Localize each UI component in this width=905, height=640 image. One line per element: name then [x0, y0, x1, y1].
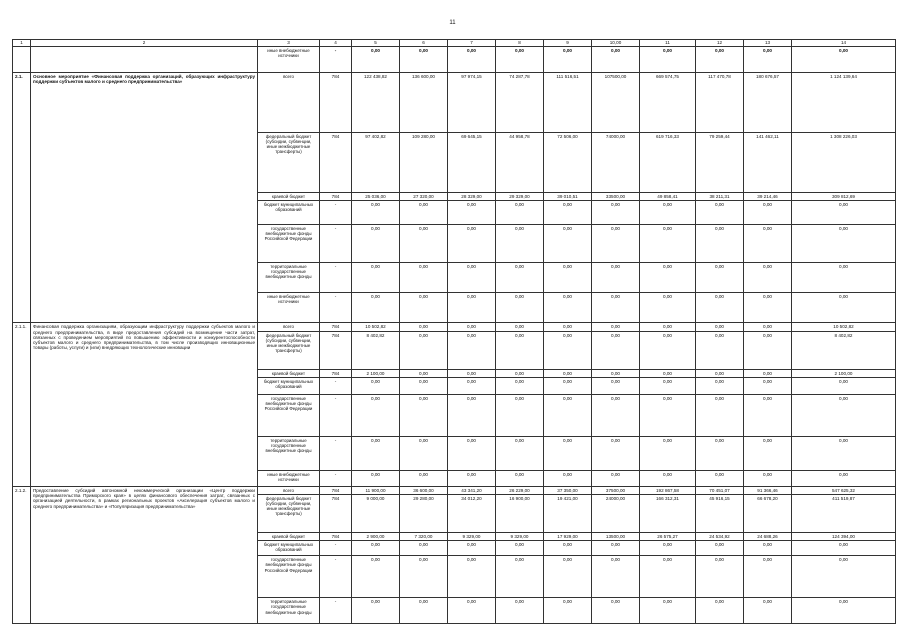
value-col-11: 0,00	[640, 541, 696, 556]
value-col-5: 0,00	[352, 541, 400, 556]
budget-table	[12, 39, 896, 624]
value-col-14: 1 308 226,03	[792, 133, 896, 193]
value-col-10: 0,00	[592, 377, 640, 394]
value-col-5: 0,00	[352, 201, 400, 225]
value-col-7: 0,00	[448, 598, 496, 624]
value-col-13: 91 366,46	[744, 486, 792, 494]
value-col-8: 0,00	[496, 201, 544, 225]
value-col-5: 0,00	[352, 263, 400, 293]
kbk-code: -	[320, 556, 352, 598]
value-col-7: 0,00	[448, 556, 496, 598]
value-col-5: 0,00	[352, 394, 400, 436]
header-cell-10: 10,00	[592, 40, 640, 47]
value-col-8: 0,00	[496, 47, 544, 73]
value-col-14: 124 394,00	[792, 533, 896, 541]
value-col-9: 0,00	[544, 225, 592, 263]
value-col-8: 0,00	[496, 470, 544, 486]
value-col-14: 0,00	[792, 598, 896, 624]
kbk-code: -	[320, 225, 352, 263]
value-col-7: 0,00	[448, 225, 496, 263]
value-col-13: 0,00	[744, 369, 792, 377]
value-col-5: 0,00	[352, 293, 400, 323]
row-description: Финансовая поддержка организациям, образующим инфраструктуру поддержки субъектов малого и среднего предпринимательства, в виде предоставления субсидий на возмещение части затрат, связанных с проведением мероприятий по повышению эффективности и конкурентоспособности субъектов малого и среднего предпринимательства, в том числе производящих инновационные товары (работы, услуги) и (или) внедряющих технологические инновации	[31, 323, 258, 487]
value-col-14: 10 502,82	[792, 323, 896, 331]
funding-source: бюджет муниципальных образований	[258, 541, 320, 556]
value-col-10: 0,00	[592, 331, 640, 369]
kbk-code: -	[320, 470, 352, 486]
value-col-12: 0,00	[696, 436, 744, 470]
value-col-10: 0,00	[592, 470, 640, 486]
value-col-6: 0,00	[400, 470, 448, 486]
value-col-9: 0,00	[544, 377, 592, 394]
row-code: 2.1.1.	[13, 323, 31, 487]
value-col-13: 0,00	[744, 377, 792, 394]
value-col-6: 36 600,00	[400, 486, 448, 494]
kbk-code: -	[320, 263, 352, 293]
value-col-7: 43 341,20	[448, 486, 496, 494]
value-col-6: 27 320,00	[400, 193, 448, 201]
value-col-13: 0,00	[744, 331, 792, 369]
value-col-9: 72 506,00	[544, 133, 592, 193]
funding-source: государственные внебюджетные фонды Российской Федерации	[258, 394, 320, 436]
value-col-10: 74000,00	[592, 133, 640, 193]
funding-source: краевой бюджет	[258, 369, 320, 377]
value-col-7: 69 645,15	[448, 133, 496, 193]
value-col-7: 0,00	[448, 436, 496, 470]
value-col-13: 0,00	[744, 323, 792, 331]
value-col-7: 0,00	[448, 263, 496, 293]
value-col-6: 0,00	[400, 394, 448, 436]
value-col-8: 44 958,78	[496, 133, 544, 193]
value-col-8: 9 329,00	[496, 533, 544, 541]
value-col-7: 0,00	[448, 293, 496, 323]
value-col-9: 0,00	[544, 331, 592, 369]
value-col-10: 24000,00	[592, 495, 640, 533]
value-col-12: 0,00	[696, 323, 744, 331]
value-col-12: 0,00	[696, 47, 744, 73]
table-row	[13, 73, 896, 133]
value-col-9: 0,00	[544, 436, 592, 470]
funding-source: территориальные государственные внебюджетные фонды	[258, 263, 320, 293]
value-col-13: 0,00	[744, 201, 792, 225]
funding-source: государственные внебюджетные фонды Российской Федерации	[258, 225, 320, 263]
value-col-5: 0,00	[352, 377, 400, 394]
header-cell-9: 9	[544, 40, 592, 47]
kbk-code: 784	[320, 331, 352, 369]
value-col-10: 37500,00	[592, 486, 640, 494]
value-col-11: 49 858,41	[640, 193, 696, 201]
value-col-8: 74 287,78	[496, 73, 544, 133]
value-col-13: 0,00	[744, 470, 792, 486]
value-col-9: 111 516,51	[544, 73, 592, 133]
header-cell-7: 7	[448, 40, 496, 47]
value-col-13: 0,00	[744, 293, 792, 323]
value-col-8: 16 900,00	[496, 495, 544, 533]
value-col-6: 0,00	[400, 369, 448, 377]
value-col-14: 8 402,82	[792, 331, 896, 369]
value-col-7: 0,00	[448, 377, 496, 394]
kbk-code: 784	[320, 73, 352, 133]
value-col-12: 24 534,92	[696, 533, 744, 541]
value-col-6: 109 280,00	[400, 133, 448, 193]
value-col-9: 0,00	[544, 293, 592, 323]
header-cell-8: 8	[496, 40, 544, 47]
funding-source: бюджет муниципальных образований	[258, 201, 320, 225]
value-col-5: 11 900,00	[352, 486, 400, 494]
value-col-13: 0,00	[744, 47, 792, 73]
value-col-14: 0,00	[792, 377, 896, 394]
header-cell-6: 6	[400, 40, 448, 47]
funding-source: иные внебюджетные источники	[258, 47, 320, 73]
value-col-8: 0,00	[496, 323, 544, 331]
kbk-code: -	[320, 598, 352, 624]
funding-source: иные внебюджетные источники	[258, 293, 320, 323]
value-col-14: 0,00	[792, 436, 896, 470]
value-col-12: 0,00	[696, 293, 744, 323]
value-col-6: 0,00	[400, 225, 448, 263]
value-col-11: 0,00	[640, 263, 696, 293]
value-col-12: 0,00	[696, 470, 744, 486]
value-col-7: 97 974,15	[448, 73, 496, 133]
value-col-6: 0,00	[400, 293, 448, 323]
value-col-9: 19 421,00	[544, 495, 592, 533]
row-code: 2.1.	[13, 73, 31, 323]
value-col-6: 0,00	[400, 201, 448, 225]
value-col-12: 0,00	[696, 377, 744, 394]
value-col-11: 0,00	[640, 377, 696, 394]
value-col-7: 9 329,00	[448, 533, 496, 541]
value-col-5: 122 438,82	[352, 73, 400, 133]
header-cell-1: 1	[13, 40, 31, 47]
value-col-6: 0,00	[400, 47, 448, 73]
funding-source: территориальные государственные внебюджетные фонды	[258, 436, 320, 470]
value-col-5: 25 036,00	[352, 193, 400, 201]
value-col-6: 0,00	[400, 556, 448, 598]
value-col-11: 619 716,33	[640, 133, 696, 193]
value-col-5: 0,00	[352, 556, 400, 598]
value-col-10: 0,00	[592, 47, 640, 73]
value-col-9: 37 350,00	[544, 486, 592, 494]
value-col-13: 0,00	[744, 556, 792, 598]
value-col-8: 29 329,00	[496, 193, 544, 201]
value-col-14: 309 812,69	[792, 193, 896, 201]
value-col-11: 192 867,58	[640, 486, 696, 494]
value-col-6: 0,00	[400, 436, 448, 470]
value-col-14: 0,00	[792, 541, 896, 556]
value-col-5: 8 402,82	[352, 331, 400, 369]
funding-source: всего	[258, 323, 320, 331]
value-col-7: 0,00	[448, 394, 496, 436]
value-col-11: 0,00	[640, 598, 696, 624]
value-col-8: 0,00	[496, 263, 544, 293]
value-col-11: 166 312,31	[640, 495, 696, 533]
value-col-7: 0,00	[448, 470, 496, 486]
table-row	[13, 486, 896, 494]
value-col-14: 411 519,87	[792, 495, 896, 533]
funding-source: федеральный бюджет (субсидии, субвенции, иные межбюджетные трансферты)	[258, 331, 320, 369]
value-col-11: 669 574,75	[640, 73, 696, 133]
value-col-10: 107500,00	[592, 73, 640, 133]
funding-source: федеральный бюджет (субсидии, субвенции, иные межбюджетные трансферты)	[258, 495, 320, 533]
value-col-8: 0,00	[496, 293, 544, 323]
value-col-8: 0,00	[496, 598, 544, 624]
value-col-10: 0,00	[592, 225, 640, 263]
row-description: Предоставление субсидий автономной некоммерческой организации «Центр поддержки предпринимательства Приморского края» в целях финансового обеспечения затрат, связанных с организацией деятельности, в рамках региональных проектов «Акселерация субъектов малого и среднего предпринимательства» и «Популяризация предпринимательства»	[31, 486, 258, 624]
value-col-8: 0,00	[496, 377, 544, 394]
value-col-6: 7 320,00	[400, 533, 448, 541]
value-col-10: 0,00	[592, 263, 640, 293]
value-col-11: 0,00	[640, 201, 696, 225]
value-col-11: 0,00	[640, 470, 696, 486]
value-col-9: 0,00	[544, 47, 592, 73]
kbk-code: 784	[320, 495, 352, 533]
value-col-13: 39 214,46	[744, 193, 792, 201]
value-col-10: 0,00	[592, 293, 640, 323]
value-col-14: 0,00	[792, 225, 896, 263]
header-row	[13, 40, 896, 47]
value-col-8: 0,00	[496, 394, 544, 436]
value-col-13: 0,00	[744, 541, 792, 556]
kbk-code: -	[320, 377, 352, 394]
table-row	[13, 47, 896, 73]
value-col-9: 0,00	[544, 323, 592, 331]
value-col-12: 0,00	[696, 331, 744, 369]
value-col-14: 0,00	[792, 47, 896, 73]
value-col-5: 97 402,82	[352, 133, 400, 193]
value-col-13: 0,00	[744, 394, 792, 436]
funding-source: территориальные государственные внебюджетные фонды	[258, 598, 320, 624]
value-col-5: 0,00	[352, 598, 400, 624]
value-col-12: 0,00	[696, 201, 744, 225]
value-col-12: 70 451,07	[696, 486, 744, 494]
table-row	[13, 323, 896, 331]
value-col-11: 0,00	[640, 556, 696, 598]
value-col-12: 117 470,78	[696, 73, 744, 133]
value-col-8: 0,00	[496, 436, 544, 470]
value-col-9: 0,00	[544, 263, 592, 293]
value-col-6: 0,00	[400, 598, 448, 624]
header-cell-12: 12	[696, 40, 744, 47]
value-col-7: 0,00	[448, 541, 496, 556]
value-col-6: 0,00	[400, 377, 448, 394]
funding-source: краевой бюджет	[258, 193, 320, 201]
value-col-12: 38 211,31	[696, 193, 744, 201]
value-col-8: 0,00	[496, 556, 544, 598]
value-col-11: 0,00	[640, 225, 696, 263]
value-col-6: 0,00	[400, 541, 448, 556]
value-col-14: 1 124 139,64	[792, 73, 896, 133]
value-col-9: 39 010,51	[544, 193, 592, 201]
value-col-5: 2 900,00	[352, 533, 400, 541]
page-number: 11	[449, 20, 456, 26]
funding-source: бюджет муниципальных образований	[258, 377, 320, 394]
kbk-code: 784	[320, 323, 352, 331]
value-col-14: 0,00	[792, 201, 896, 225]
header-cell-5: 5	[352, 40, 400, 47]
value-col-10: 0,00	[592, 369, 640, 377]
funding-source: федеральный бюджет (субсидии, субвенции, иные межбюджетные трансферты)	[258, 133, 320, 193]
value-col-6: 29 280,00	[400, 495, 448, 533]
value-col-8: 26 229,00	[496, 486, 544, 494]
table-body	[13, 40, 896, 624]
row-code	[13, 47, 31, 73]
value-col-11: 0,00	[640, 369, 696, 377]
row-description: Основное мероприятие «Финансовая поддержка организаций, образующих инфраструктуру поддержки субъектов малого и среднего предпринимательства»	[31, 73, 258, 323]
value-col-10: 0,00	[592, 201, 640, 225]
value-col-9: 17 929,00	[544, 533, 592, 541]
value-col-13: 141 462,11	[744, 133, 792, 193]
value-col-10: 0,00	[592, 394, 640, 436]
kbk-code: 784	[320, 486, 352, 494]
kbk-code: -	[320, 293, 352, 323]
value-col-8: 0,00	[496, 541, 544, 556]
value-col-12: 0,00	[696, 225, 744, 263]
value-col-5: 9 000,00	[352, 495, 400, 533]
funding-source: всего	[258, 486, 320, 494]
kbk-code: 784	[320, 133, 352, 193]
header-cell-14: 14	[792, 40, 896, 47]
value-col-12: 0,00	[696, 598, 744, 624]
value-col-7: 0,00	[448, 201, 496, 225]
value-col-14: 0,00	[792, 556, 896, 598]
value-col-11: 0,00	[640, 394, 696, 436]
value-col-9: 0,00	[544, 541, 592, 556]
value-col-9: 0,00	[544, 556, 592, 598]
kbk-code: -	[320, 394, 352, 436]
value-col-10: 0,00	[592, 323, 640, 331]
value-col-12: 45 916,15	[696, 495, 744, 533]
header-cell-4: 4	[320, 40, 352, 47]
value-col-12: 0,00	[696, 556, 744, 598]
funding-source: государственные внебюджетные фонды Российской Федерации	[258, 556, 320, 598]
funding-source: всего	[258, 73, 320, 133]
value-col-10: 13500,00	[592, 533, 640, 541]
value-col-5: 2 100,00	[352, 369, 400, 377]
value-col-8: 0,00	[496, 225, 544, 263]
value-col-9: 0,00	[544, 369, 592, 377]
header-cell-2: 2	[31, 40, 258, 47]
row-code: 2.1.2.	[13, 486, 31, 624]
value-col-13: 0,00	[744, 436, 792, 470]
value-col-10: 0,00	[592, 598, 640, 624]
value-col-6: 136 600,00	[400, 73, 448, 133]
value-col-9: 0,00	[544, 201, 592, 225]
value-col-11: 0,00	[640, 323, 696, 331]
value-col-8: 0,00	[496, 331, 544, 369]
value-col-6: 0,00	[400, 331, 448, 369]
value-col-13: 66 678,20	[744, 495, 792, 533]
value-col-5: 0,00	[352, 47, 400, 73]
value-col-11: 0,00	[640, 436, 696, 470]
value-col-13: 24 688,26	[744, 533, 792, 541]
value-col-9: 0,00	[544, 394, 592, 436]
kbk-code: 784	[320, 193, 352, 201]
value-col-8: 0,00	[496, 369, 544, 377]
value-col-14: 0,00	[792, 263, 896, 293]
value-col-10: 0,00	[592, 541, 640, 556]
kbk-code: 784	[320, 369, 352, 377]
value-col-5: 10 502,82	[352, 323, 400, 331]
value-col-13: 0,00	[744, 598, 792, 624]
value-col-11: 26 575,27	[640, 533, 696, 541]
header-cell-11: 11	[640, 40, 696, 47]
value-col-7: 34 012,20	[448, 495, 496, 533]
value-col-14: 0,00	[792, 470, 896, 486]
value-col-7: 0,00	[448, 47, 496, 73]
value-col-13: 0,00	[744, 225, 792, 263]
value-col-5: 0,00	[352, 470, 400, 486]
row-description	[31, 47, 258, 73]
kbk-code: 784	[320, 533, 352, 541]
value-col-14: 547 625,32	[792, 486, 896, 494]
value-col-12: 79 259,44	[696, 133, 744, 193]
funding-source: краевой бюджет	[258, 533, 320, 541]
value-col-11: 0,00	[640, 293, 696, 323]
value-col-12: 0,00	[696, 369, 744, 377]
value-col-9: 0,00	[544, 598, 592, 624]
value-col-14: 0,00	[792, 293, 896, 323]
value-col-7: 0,00	[448, 369, 496, 377]
header-cell-13: 13	[744, 40, 792, 47]
header-cell-3: 3	[258, 40, 320, 47]
kbk-code: -	[320, 47, 352, 73]
value-col-10: 33500,00	[592, 193, 640, 201]
funding-source: иные внебюджетные источники	[258, 470, 320, 486]
value-col-12: 0,00	[696, 541, 744, 556]
kbk-code: -	[320, 541, 352, 556]
kbk-code: -	[320, 436, 352, 470]
value-col-13: 180 676,57	[744, 73, 792, 133]
value-col-7: 0,00	[448, 331, 496, 369]
value-col-7: 0,00	[448, 323, 496, 331]
value-col-12: 0,00	[696, 394, 744, 436]
value-col-6: 0,00	[400, 263, 448, 293]
kbk-code: -	[320, 201, 352, 225]
value-col-5: 0,00	[352, 436, 400, 470]
value-col-11: 0,00	[640, 47, 696, 73]
value-col-14: 2 100,00	[792, 369, 896, 377]
value-col-12: 0,00	[696, 263, 744, 293]
value-col-14: 0,00	[792, 394, 896, 436]
value-col-10: 0,00	[592, 436, 640, 470]
value-col-6: 0,00	[400, 323, 448, 331]
value-col-5: 0,00	[352, 225, 400, 263]
value-col-11: 0,00	[640, 331, 696, 369]
value-col-7: 28 329,00	[448, 193, 496, 201]
value-col-9: 0,00	[544, 470, 592, 486]
value-col-10: 0,00	[592, 556, 640, 598]
value-col-13: 0,00	[744, 263, 792, 293]
